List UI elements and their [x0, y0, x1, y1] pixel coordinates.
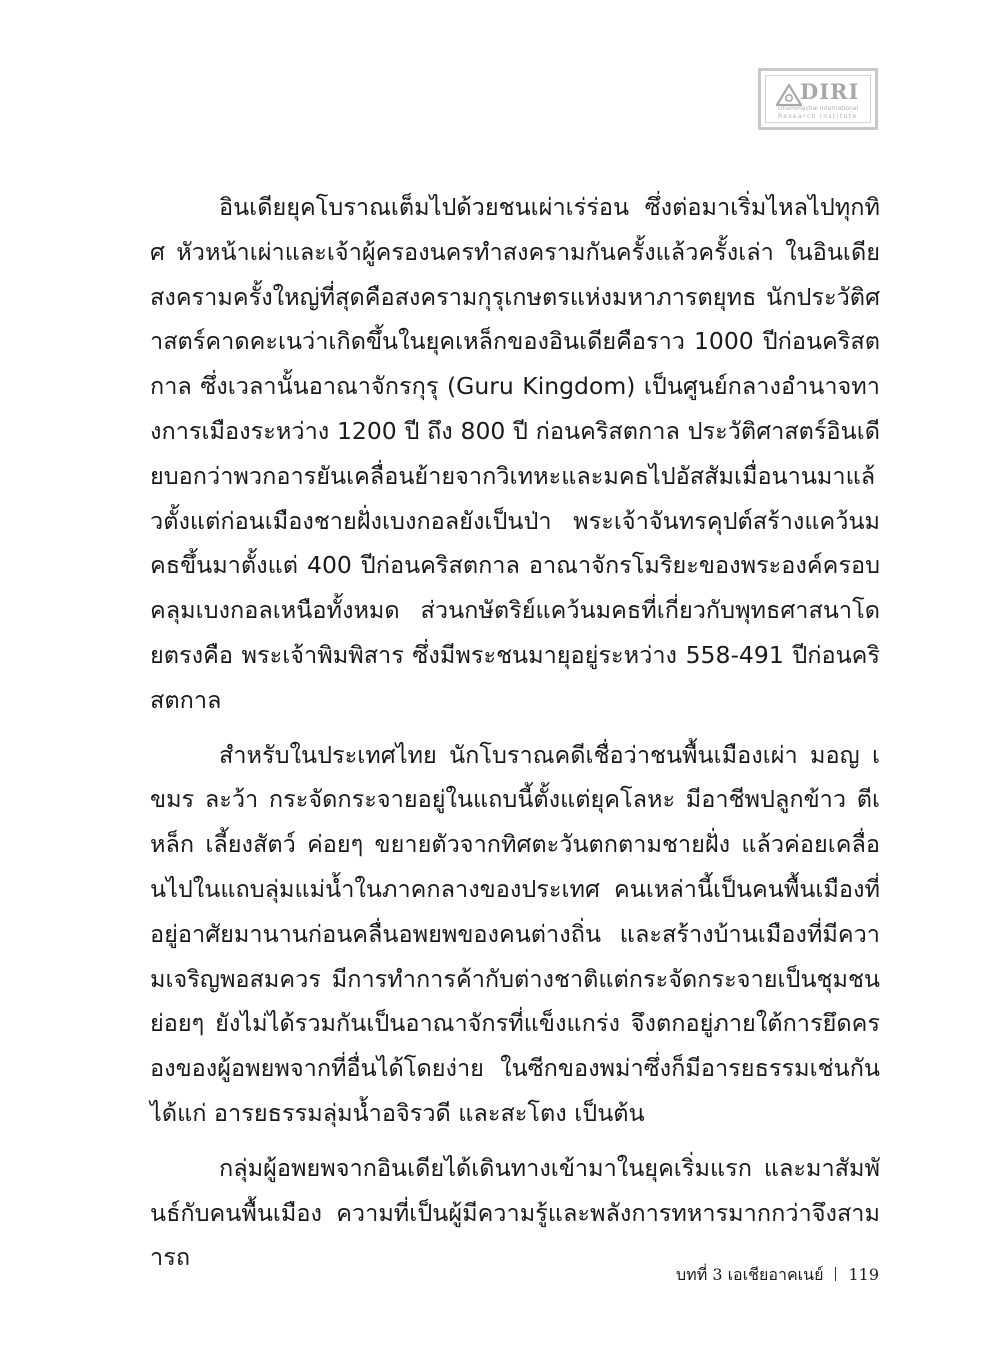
- page-footer: [676, 1263, 879, 1288]
- triangle-emblem-icon: [776, 84, 802, 106]
- chapter-title: บทที่ 3 เอเชียอาคเนย์: [675, 1265, 824, 1284]
- logo-subtitle-line1: Dhammachai International: [778, 105, 859, 112]
- page-number: 119: [848, 1265, 879, 1284]
- diri-logo: [758, 68, 878, 130]
- logo-frame: [765, 75, 871, 123]
- logo-wordmark: DIRI: [800, 79, 860, 104]
- logo-subtitle-line2: Research Institute: [778, 113, 858, 120]
- body-text: [150, 185, 880, 1290]
- paragraph-indian-migrants: กลุ่มผู้อพยพจากอินเดียได้เดินทางเข้ามาในยุคเริ่มแรก และมาสัมพันธ์กับคนพื้นเมือง ความที่เป็นผู้มีความรู้และพลังการทหารมากกว่าจึงสามารถ: [150, 1153, 880, 1272]
- paragraph-thailand-natives: สำหรับในประเทศไทย นักโบราณคดีเชื่อว่าชนพื้นเมืองเผ่า มอญ เขมร ละว้า กระจัดกระจายอยู่ในแถบนี้ตั้งแต่ยุคโลหะ มีอาชีพปลูกข้าว ตีเหล็ก เลี้ยงสัตว์ ค่อยๆ ขยายตัวจากทิศตะวันตกตามชายฝั่ง แล้วค่อยเคลื่อนไปในแถบลุ่มแม่น้ำในภาคกลางของประเทศ คนเหล่านี้เป็นคนพื้นเมืองที่อยู่อาศัยมานานก่อนคลื่นอพยพของคนต่างถิ่น และสร้างบ้านเมืองที่มีความเจริญพอสมควร มีการทำการค้ากับต่างชาติแต่กระจัดกระจายเป็นชุมชนย่อยๆ ยังไม่ได้รวมกันเป็นอาณาจักรที่แข็งแกร่ง จึงตกอยู่ภายใต้การยึดครองของผู้อพยพจากที่อื่นได้โดยง่าย ในซีกของพม่าซึ่งก็มีอารยธรรมเช่นกัน ได้แก่ อารยธรรมลุ่มน้ำอจิรวดี และสะโตง เป็นต้น: [150, 740, 880, 1127]
- footer-divider: [835, 1267, 836, 1281]
- paragraph-india-history: อินเดียยุคโบราณเต็มไปด้วยชนเผ่าเร่ร่อน ซึ่งต่อมาเริ่มไหลไปทุกทิศ หัวหน้าเผ่าและเจ้าผู้ครองนครทำสงครามกันครั้งแล้วครั้งเล่า ในอินเดียสงครามครั้งใหญ่ที่สุดคือสงครามกุรุเกษตรแห่งมหาภารตยุทธ นักประวัติศาสตร์คาดคะเนว่าเกิดขึ้นในยุคเหล็กของอินเดียคือราว 1000 ปีก่อนคริสตกาล ซึ่งเวลานั้นอาณาจักรกุรุ (Guru Kingdom) เป็นศูนย์กลางอำนาจทางการเมืองระหว่าง 1200 ปี ถึง 800 ปี ก่อนคริสตกาล ประวัติศาสตร์อินเดียบอกว่าพวกอารยันเคลื่อนย้ายจากวิเทหะและมคธไปอัสสัมเมื่อนานมาแล้วตั้งแต่ก่อนเมืองชายฝั่งเบงกอลยังเป็นป่า พระเจ้าจันทรคุปต์สร้างแคว้นมคธขึ้นมาตั้งแต่ 400 ปีก่อนคริสตกาล อาณาจักรโมริยะของพระองค์ครอบคลุมเบงกอลเหนือทั้งหมด ส่วนกษัตริย์แคว้นมคธที่เกี่ยวกับพุทธศาสนาโดยตรงคือ พระเจ้าพิมพิสาร ซึ่งมีพระชนมายุอยู่ระหว่าง 558-491 ปีก่อนคริสตกาล: [150, 193, 880, 714]
